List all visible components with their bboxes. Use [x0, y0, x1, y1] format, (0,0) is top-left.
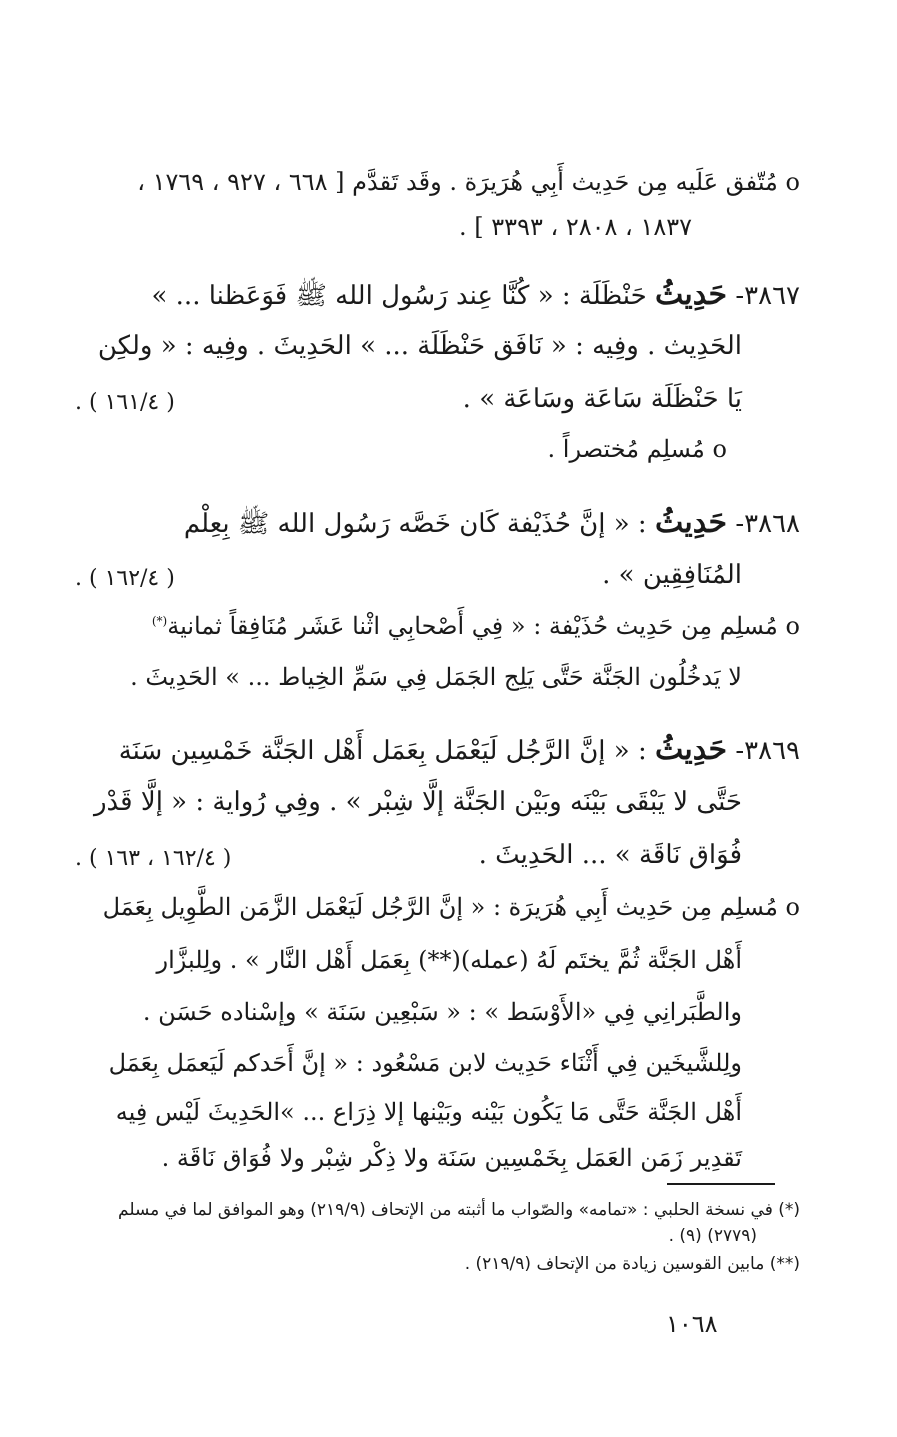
takhrij-note-line: أَهْل الجَنَّة حَتَّى مَا يَكُون بَيْنه وبَيْنها إلا ذِرَاع ... »الحَدِيثَ لَيْس فِيه [115, 1098, 742, 1126]
takhrij-note-line: تَقدِير زَمَن العَمَل بِخَمْسِين سَنَة ولا ذِكْر شِبْر ولا فُوَاق نَاقَة . [161, 1144, 742, 1172]
hadith-word: حَدِيثُ [654, 277, 728, 312]
source-reference: ( ١٦١/٤ ) . [75, 390, 175, 415]
hadith-word: حَدِيثُ [654, 505, 728, 540]
footnote-2: (**) مابين القوسين زيادة من الإتحاف (٢١٩/٩) . [464, 1254, 800, 1274]
hadith-word: حَدِيثُ [654, 732, 728, 767]
footnote-1: (*) في نسخة الحلبي : «تمامه» والصّواب ما أثبته من الإتحاف (٢١٩/٩) وهو الموافق لما في مسلم [118, 1200, 800, 1220]
hadith-text-line: المُنَافِقِين » . [602, 560, 742, 590]
note-line: o مُتّفق عَلَيه مِن حَدِيث أَبِي هُرَيرَة . وقَد تَقدَّم [ ٦٦٨ ، ٩٢٧ ، ١٧٦٩ ، [137, 168, 800, 196]
hadith-heading-3869 [118, 732, 800, 767]
takhrij-note: o مُسلِم مِن حَدِيث أَبِي هُرَيرَة : « إنَّ الرَّجُل لَيَعْمَل الزَّمَن الطَّوِيل بِعَمَل [102, 893, 800, 921]
hadith-text: حَنْظَلَة : « كُنَّا عِند رَسُول الله ﷺ فَوَعَظنا ... » [151, 281, 647, 311]
hadith-text-line: فُوَاق نَاقَة » ... الحَدِيثَ . [478, 840, 742, 870]
hadith-number: ٣٨٦٨- [735, 509, 800, 539]
footnote-1-cont: (٢٧٧٩) (٩) . [668, 1226, 757, 1246]
takhrij-note: o مُسلِم مُختصراً . [547, 435, 727, 463]
source-reference: ( ١٦٢/٤ ) . [75, 566, 175, 591]
hadith-number: ٣٨٦٩- [735, 736, 800, 766]
hadith-text-line: يَا حَنْظَلَة سَاعَة وسَاعَة » . [462, 384, 742, 414]
takhrij-note-line: ولِلشَّيخَين فِي أَثْنَاء حَدِيث لابن مَسْعُود : « إنَّ أَحَدكم لَيَعمَل بِعَمَل [108, 1049, 742, 1077]
footnote-divider [667, 1183, 775, 1185]
hadith-text-line: الحَدِيث . وفِيه : « نَافَق حَنْظَلَة ... » الحَدِيثَ . وفِيه : « ولكِن [97, 331, 742, 361]
takhrij-note-line: أَهْل الجَنَّة ثُمَّ يختَم لَهُ (عمله)(**) بِعَمَل أَهْل النَّار » . ولِلبزَّار [156, 946, 742, 974]
hadith-heading-3868 [183, 505, 800, 540]
hadith-number: ٣٨٦٧- [735, 281, 800, 311]
page-number: ١٠٦٨ [666, 1310, 718, 1338]
hadith-text: : « إنَّ حُذَيْفة كَان خَصَّه رَسُول الله ﷺ بِعِلْم [183, 509, 647, 539]
hadith-text-line: حَتَّى لا يَبْقَى بَيْنَه وبَيْن الجَنَّة إلَّا شِبْر » . وفِي رُواية : « إلَّا قَدْر [93, 787, 742, 817]
note-line: ١٨٣٧ ، ٢٨٠٨ ، ٣٣٩٣ ] . [459, 213, 692, 241]
source-reference: ( ١٦٢/٤ ، ١٦٣ ) . [75, 846, 232, 871]
hadith-heading-3867 [151, 277, 801, 312]
hadith-text: : « إنَّ الرَّجُل لَيَعْمَل بِعَمَل أَهْل الجَنَّة خَمْسِين سَنَة [118, 736, 647, 766]
takhrij-note-line: والطَّبَرانِي فِي «الأَوْسَط » : « سَبْعِين سَنَة » وإسْناده حَسَن . [142, 998, 742, 1026]
takhrij-note-line: لا يَدخُلُون الجَنَّة حَتَّى يَلِج الجَمَل فِي سَمِّ الخِياط ... » الحَدِيثَ . [130, 663, 742, 691]
footnote-marker: (*) [151, 614, 168, 628]
takhrij-note: o مُسلِم مِن حَدِيث حُذَيْفة : « فِي أَصْحابِي اثْنا عَشَر مُنَافِقاً ثمانية(*) [151, 612, 800, 640]
